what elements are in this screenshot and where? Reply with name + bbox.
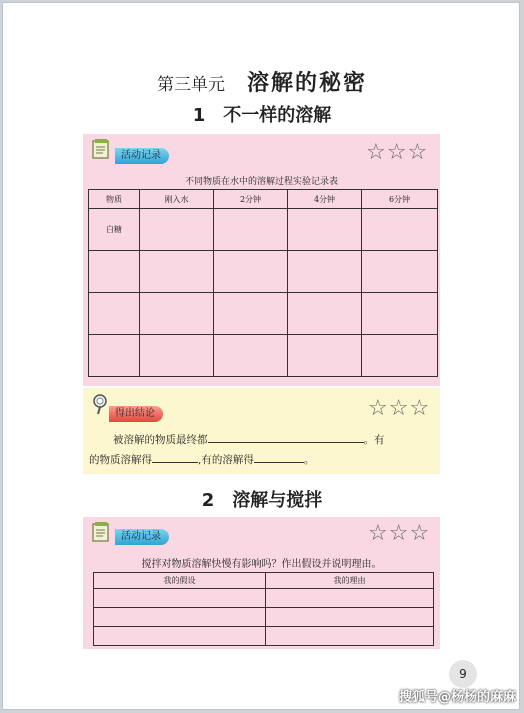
notebook-icon [91,138,111,160]
table-cell[interactable] [94,608,266,627]
table-cell[interactable] [214,251,288,293]
magnifier-mascot-icon [90,393,110,415]
table-cell[interactable] [140,251,214,293]
table-cell[interactable] [140,293,214,335]
table-cell[interactable] [89,335,140,377]
table-cell[interactable] [214,335,288,377]
lesson-1-name: 不一样的溶解 [223,105,332,126]
table-cell[interactable] [288,335,362,377]
answer-blank[interactable] [208,430,364,443]
table-cell[interactable] [94,589,266,608]
unit-name: 溶解的秘密 [246,71,367,96]
conclusion-line-2b: ,有的溶解得 [198,454,254,466]
watermark: 搜狐号@杨杨的麻麻 [398,690,516,705]
table-cell[interactable] [89,251,140,293]
lesson-2-number: 2 [201,490,215,511]
conclusion-line-1-end: 。有 [363,434,385,446]
table-cell: 白糖 [89,209,140,251]
table-header: 我的假设 [94,573,266,589]
table-header: 6分钟 [362,190,438,209]
activity-record-panel-2 [83,517,440,649]
table-cell[interactable] [94,627,266,646]
table-cell[interactable] [288,251,362,293]
answer-blank[interactable] [254,450,304,463]
table-cell[interactable] [288,209,362,251]
hypothesis-table [93,572,434,646]
conclusion-line-2a: 的物质溶解得 [89,454,152,466]
conclusion-text [89,430,434,470]
activity-record-badge: 活动记录 [115,148,169,164]
table-cell[interactable] [266,608,434,627]
answer-blank[interactable] [152,450,198,463]
activity-question: 搅拌对物质溶解快慢有影响吗？作出假设并说明理由。 [141,559,382,570]
rating-stars[interactable]: ☆☆☆ [368,396,431,421]
table-cell[interactable] [288,293,362,335]
table-cell[interactable] [266,627,434,646]
table-cell[interactable] [362,209,438,251]
lesson-1-number: 1 [192,105,206,126]
activity-record-panel-1 [83,134,440,386]
lesson-2-title [0,486,524,512]
table-header: 刚入水 [140,190,214,209]
page-number: 9 [449,660,477,688]
table-header: 2分钟 [214,190,288,209]
table-header: 物质 [89,190,140,209]
table-caption: 不同物质在水中的溶解过程实验记录表 [184,177,338,187]
unit-prefix: 第三单元 [156,75,225,95]
table-cell[interactable] [362,293,438,335]
rating-stars[interactable]: ☆☆☆ [366,140,429,165]
table-cell[interactable] [214,209,288,251]
table-cell[interactable] [362,335,438,377]
table-header: 我的理由 [266,573,434,589]
table-header: 4分钟 [288,190,362,209]
table-cell[interactable] [362,251,438,293]
table-cell[interactable] [140,209,214,251]
lesson-1-title [0,101,524,127]
table-cell[interactable] [214,293,288,335]
unit-title [0,66,524,97]
table-cell[interactable] [266,589,434,608]
activity-record-badge: 活动记录 [115,529,169,545]
table-cell[interactable] [89,293,140,335]
table-cell[interactable] [140,335,214,377]
conclusion-panel [83,388,440,474]
notebook-icon [91,521,111,543]
lesson-2-name: 溶解与搅拌 [232,490,323,511]
conclusion-badge: 得出结论 [109,406,163,422]
conclusion-line-2-end: 。 [303,454,315,466]
rating-stars[interactable]: ☆☆☆ [368,521,431,546]
dissolving-record-table [88,189,438,377]
conclusion-line-1: 被溶解的物质最终都 [113,434,208,446]
